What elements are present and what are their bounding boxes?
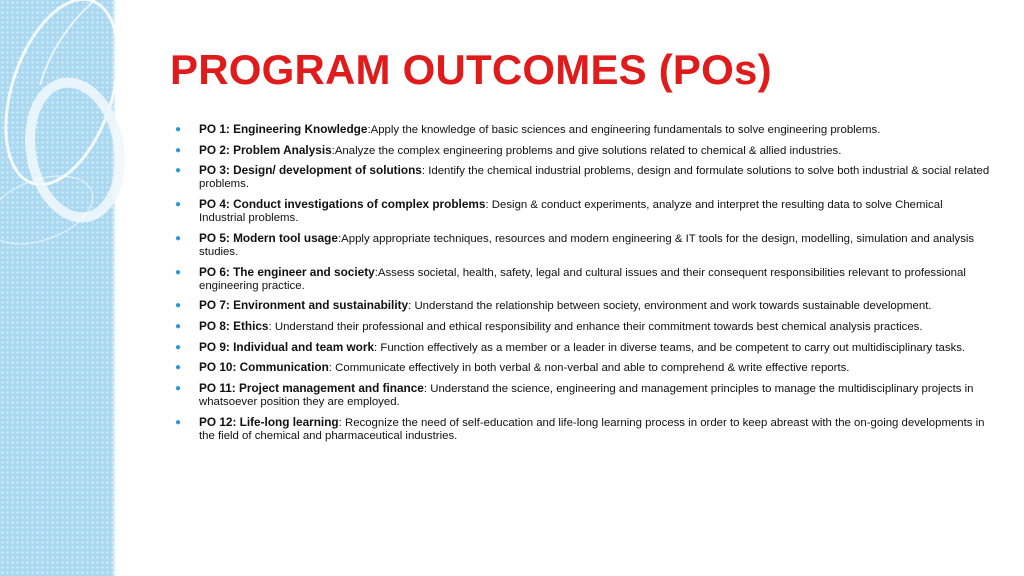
list-item — [175, 123, 990, 137]
list-item — [175, 299, 990, 313]
outcome-description: Function effectively as a member or a leader in diverse teams, and be competent to carry out multidisciplinary tasks. — [377, 341, 966, 354]
outcome-description: Recognize the need of self-education and life-long learning process in order to keep abreast with the on-going developments in the field of chemical and pharmaceutical industries. — [199, 416, 985, 442]
bullet-icon: ● — [175, 144, 182, 156]
decorative-rings-graphic — [0, 0, 140, 260]
outcome-description: Understand the science, engineering and management principles to manage the multidisciplinary projects in whatsoever position they are employed. — [199, 382, 974, 408]
outcome-term: PO 4: Conduct investigations of complex problems — [199, 196, 486, 211]
outcome-separator: : — [374, 341, 378, 354]
outcome-separator: : — [331, 144, 335, 157]
outcome-description: Assess societal, health, safety, legal and cultural issues and their consequent responsibilities relevant to professional engineering practice. — [199, 266, 966, 292]
list-item — [175, 361, 990, 375]
outcome-description: Identify the chemical industrial problems, design and formulate solutions to solve both industrial & social related problems. — [199, 165, 990, 191]
outcome-term: PO 10: Communication — [199, 360, 329, 375]
list-item — [175, 416, 990, 443]
outcome-separator: : — [374, 266, 378, 279]
outcome-description: Apply the knowledge of basic sciences and engineering fundamentals to solve engineering problems. — [370, 124, 881, 136]
outcome-description: Design & conduct experiments, analyze and interpret the resulting data to solve Chemical Industrial problems. — [199, 198, 943, 225]
outcome-description: Understand their professional and ethical responsibility and enhance their commitment towards best chemical analysis practices. — [271, 320, 923, 333]
outcome-term: PO 9: Individual and team work — [199, 339, 375, 354]
bullet-icon: ● — [175, 124, 182, 135]
outcome-separator: : — [337, 232, 342, 245]
outcome-term: PO 12: Life-long learning — [199, 414, 339, 429]
list-item — [175, 266, 990, 293]
outcome-term: PO 8: Ethics — [199, 318, 269, 333]
bullet-icon: ● — [175, 382, 182, 394]
outcome-separator: : — [408, 300, 412, 313]
outcome-separator: : — [485, 198, 489, 211]
outcome-term: PO 6: The engineer and society — [199, 264, 375, 279]
list-item — [175, 198, 990, 225]
list-item — [175, 382, 990, 409]
outcome-description: Communicate effectively in both verbal & non-verbal and able to comprehend & write effective reports. — [331, 362, 850, 375]
bullet-icon: ● — [175, 416, 182, 428]
outcome-separator: : — [423, 382, 428, 395]
bullet-icon: ● — [175, 362, 182, 374]
bullet-icon: ● — [175, 198, 182, 210]
list-item — [175, 232, 990, 259]
outcome-term: PO 2: Problem Analysis — [199, 142, 332, 157]
outcome-term: PO 3: Design/ development of solutions — [199, 163, 422, 178]
bullet-icon: ● — [175, 232, 182, 244]
outcome-term: PO 11: Project management and finance — [199, 380, 424, 395]
program-outcomes-list — [175, 123, 990, 449]
outcome-description: Understand the relationship between society, environment and work towards sustainable development. — [411, 300, 932, 313]
bullet-icon: ● — [175, 165, 182, 177]
bullet-icon: ● — [175, 341, 182, 353]
outcome-separator: : — [268, 320, 272, 333]
outcome-description: Apply appropriate techniques, resources and modern engineering & IT tools for the design, modelling, simulation and analysis studies. — [199, 232, 975, 258]
bullet-icon: ● — [175, 300, 182, 312]
list-item — [175, 164, 990, 191]
bullet-icon: ● — [175, 266, 182, 278]
outcome-separator: : — [328, 362, 332, 375]
outcome-separator: : — [338, 416, 342, 429]
list-item — [175, 144, 990, 158]
list-item — [175, 320, 990, 334]
list-item — [175, 341, 990, 355]
outcome-separator: : — [367, 124, 371, 136]
outcome-description: Analyze the complex engineering problems and give solutions related to chemical & allied industries. — [334, 144, 842, 157]
outcome-term: PO 5: Modern tool usage — [199, 230, 338, 245]
outcome-term: PO 1: Engineering Knowledge — [199, 122, 368, 136]
outcome-separator: : — [421, 165, 426, 178]
outcome-term: PO 7: Environment and sustainability — [199, 298, 409, 313]
bullet-icon: ● — [175, 320, 182, 332]
slide-title: PROGRAM OUTCOMES (POs) — [170, 46, 772, 93]
